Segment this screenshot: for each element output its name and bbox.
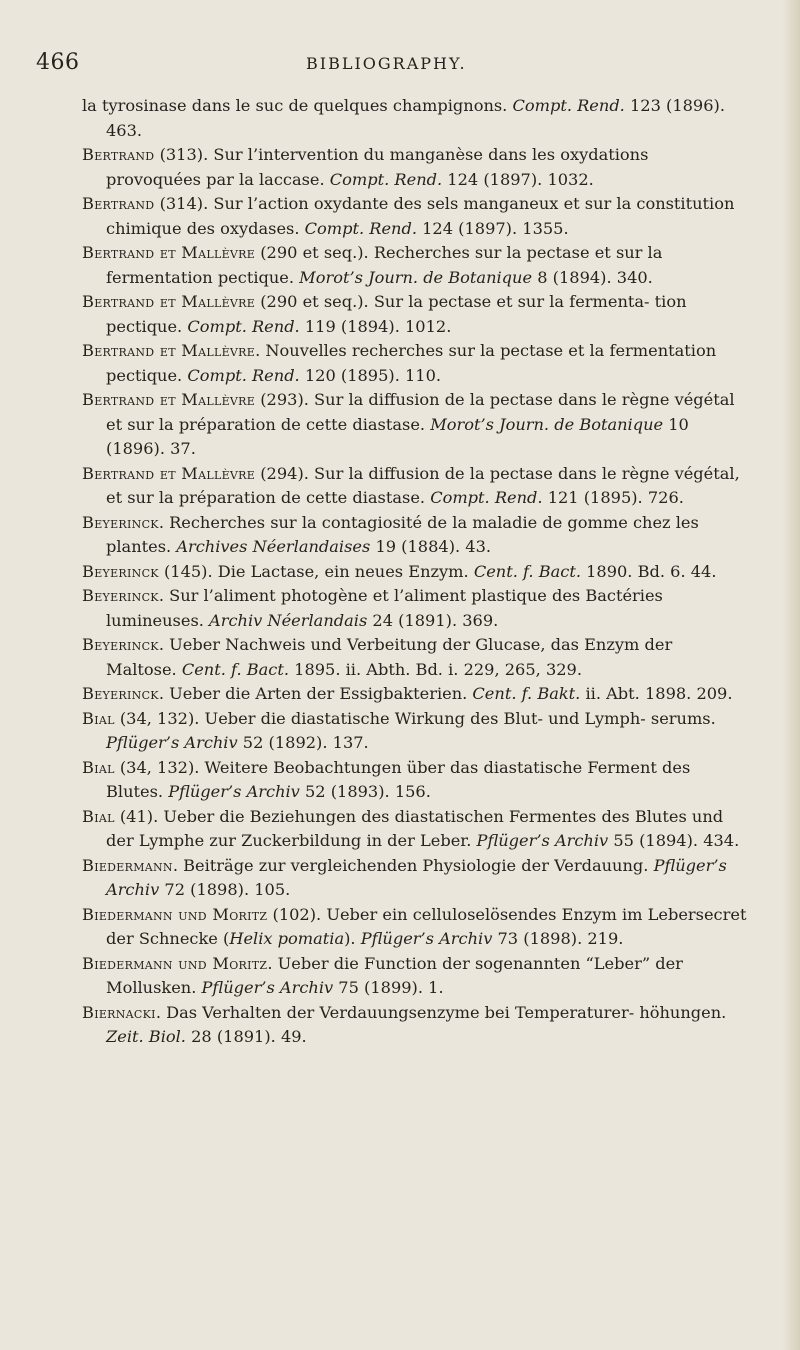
entry-text: . Beiträge zur vergleichenden Physiologie der Verdauung. bbox=[172, 855, 654, 875]
entry-author: Bial bbox=[82, 757, 115, 777]
bibliography-entry bbox=[82, 241, 748, 290]
entry-journal: Compt. Rend. bbox=[187, 316, 300, 336]
entry-text: (313). Sur l’intervention du manganèse dans les oxydations provoquées par la laccase. bbox=[106, 145, 649, 189]
entry-citation: 75 (1899). 1. bbox=[333, 978, 444, 997]
entry-author: Bertrand bbox=[82, 194, 155, 213]
entry-text: ). bbox=[344, 929, 361, 948]
entry-author: Bial bbox=[82, 708, 115, 728]
entry-journal: Compt. Rend. bbox=[512, 96, 625, 115]
bibliography-list bbox=[82, 94, 748, 1050]
bibliography-entry bbox=[82, 952, 748, 1001]
bibliography-entry bbox=[82, 1001, 748, 1050]
entry-author: Biedermann und Moritz bbox=[82, 904, 268, 924]
entry-author: Bertrand et Mallèvre bbox=[82, 390, 256, 409]
entry-citation: 55 (1894). 434. bbox=[608, 831, 740, 850]
running-title: BIBLIOGRAPHY. bbox=[306, 54, 467, 73]
entry-text: (294). Sur la diffusion de la pectase dans le règne végétal, et sur la préparation de cette diastase. bbox=[106, 463, 740, 507]
bibliography-entry bbox=[82, 462, 748, 511]
bibliography-entry bbox=[82, 903, 748, 952]
entry-citation: 28 (1891). 49. bbox=[185, 1027, 307, 1046]
bibliography-entry bbox=[82, 584, 748, 633]
entry-journal: Pflüger’s Archiv bbox=[106, 855, 727, 899]
entry-journal: Cent. f. Bact. bbox=[473, 561, 581, 581]
page-edge-shadow bbox=[782, 0, 800, 1350]
entry-author: Bertrand et Mallèvre bbox=[82, 292, 256, 311]
entry-journal: Compt. Rend. bbox=[187, 365, 300, 385]
entry-text: . Das Verhalten der Verdauungsenzyme bei Temperaturer- höhungen. bbox=[155, 1002, 727, 1022]
entry-citation: 8 (1894). 340. bbox=[532, 267, 653, 287]
entry-text: (290 et seq.). Sur la pectase et sur la fermenta- tion pectique. bbox=[106, 292, 687, 336]
entry-citation: 124 (1897). 1355. bbox=[416, 218, 569, 238]
bibliography-entry bbox=[82, 633, 748, 682]
entry-author: Beyerinck bbox=[82, 561, 159, 581]
entry-citation: 119 (1894). 1012. bbox=[299, 316, 452, 336]
entry-journal: Cent. f. Bakt. bbox=[472, 684, 581, 703]
bibliography-entry bbox=[82, 94, 748, 143]
entry-text: (34, 132). Weitere Beobachtungen über das diastatische Ferment des Blutes. bbox=[106, 757, 691, 801]
entry-author: Bertrand bbox=[82, 145, 155, 164]
entry-author: Beyerinck bbox=[82, 512, 159, 532]
entry-species: Helix pomatia bbox=[229, 929, 345, 948]
entry-journal: Morot’s Journ. de Botanique bbox=[430, 414, 664, 434]
entry-citation: 19 (1884). 43. bbox=[370, 537, 492, 556]
entry-journal: Pflüger’s Archiv bbox=[476, 831, 609, 850]
entry-text: . Recherches sur la contagiosité de la maladie de gomme chez les plantes. bbox=[106, 512, 699, 556]
entry-journal: Archives Néerlandaises bbox=[176, 537, 371, 556]
entry-journal: Compt. Rend. bbox=[329, 169, 443, 189]
entry-citation: 73 (1898). 219. bbox=[492, 929, 624, 948]
entry-citation: ii. Abt. 1898. 209. bbox=[580, 684, 733, 703]
entry-text: (41). Ueber die Beziehungen des diastatischen Fermentes des Blutes und der Lymphe zur Zuckerbildung in der Leber. bbox=[106, 806, 724, 850]
bibliography-entry bbox=[82, 143, 748, 192]
entry-text: . Ueber Nachweis und Verbeitung der Glucase, das Enzym der Maltose. bbox=[106, 635, 673, 679]
entry-citation: 72 (1898). 105. bbox=[159, 880, 291, 899]
entry-author: Bertrand et Mallèvre bbox=[82, 341, 256, 360]
entry-journal: Pflüger’s Archiv bbox=[201, 978, 334, 997]
running-head bbox=[36, 50, 748, 86]
bibliography-entry bbox=[82, 707, 748, 756]
entry-citation: 1890. Bd. 6. 44. bbox=[580, 561, 717, 581]
entry-citation: 124 (1897). 1032. bbox=[442, 169, 594, 189]
entry-text: (290 et seq.). Recherches sur la pectase et sur la fermentation pectique. bbox=[106, 243, 663, 287]
entry-journal: Pflüger’s Archiv bbox=[168, 782, 300, 801]
entry-author: Beyerinck bbox=[82, 635, 159, 654]
entry-author: Biedermann und Moritz bbox=[82, 953, 268, 973]
bibliography-entry bbox=[82, 511, 748, 560]
bibliography-entry bbox=[82, 388, 748, 462]
bibliography-entry bbox=[82, 756, 748, 805]
entry-text: la tyrosinase dans le suc de quelques champignons. bbox=[82, 96, 513, 115]
entry-citation: 52 (1893). 156. bbox=[299, 782, 431, 801]
entry-text: . Sur l’aliment photogène et l’aliment plastique des Bactéries lumineuses. bbox=[106, 586, 663, 630]
entry-text: . Ueber die Arten der Essigbakterien. bbox=[158, 684, 473, 703]
entry-journal: Pflüger’s Archiv bbox=[106, 733, 238, 752]
entry-journal: Cent. f. Bact. bbox=[181, 659, 289, 679]
entry-text: . Nouvelles recherches sur la pectase et la fermentation pectique. bbox=[106, 341, 717, 385]
entry-citation: 10 (1896). 37. bbox=[106, 414, 689, 458]
entry-author: Biedermann bbox=[82, 855, 173, 875]
entry-text: (34, 132). Ueber die diastatische Wirkung des Blut- und Lymph- serums. bbox=[114, 708, 716, 728]
entry-journal: Zeit. Biol. bbox=[106, 1027, 186, 1046]
bibliography-entry bbox=[82, 560, 748, 585]
entry-author: Bial bbox=[82, 806, 115, 826]
entry-journal: Compt. Rend. bbox=[430, 488, 543, 507]
bibliography-entry bbox=[82, 339, 748, 388]
entry-citation: 52 (1892). 137. bbox=[237, 733, 369, 752]
entry-author: Biernacki bbox=[82, 1002, 156, 1022]
entry-author: Beyerinck bbox=[82, 586, 159, 605]
entry-author: Bertrand et Mallèvre bbox=[82, 463, 256, 483]
bibliography-entry bbox=[82, 854, 748, 903]
bibliography-entry bbox=[82, 290, 748, 339]
entry-text: (293). Sur la diffusion de la pectase dans le règne végétal et sur la préparation de cette diastase. bbox=[106, 390, 735, 434]
entry-journal: Pflüger’s Archiv bbox=[360, 929, 493, 948]
page-number: 466 bbox=[36, 50, 80, 75]
entry-text: . Ueber die Function der sogenannten “Leber” der Mollusken. bbox=[106, 953, 683, 997]
entry-citation: 123 (1896). 463. bbox=[106, 96, 725, 140]
entry-text: (314). Sur l’action oxydante des sels manganeux et sur la constitution chimique des oxydases. bbox=[106, 194, 735, 238]
entry-citation: 121 (1895). 726. bbox=[542, 488, 684, 507]
entry-citation: 24 (1891). 369. bbox=[367, 610, 499, 630]
bibliography-entry bbox=[82, 805, 748, 854]
bibliography-entry bbox=[82, 192, 748, 241]
entry-text: (102). Ueber ein celluloselösendes Enzym im Lebersecret der Schnecke ( bbox=[106, 904, 747, 948]
entry-text: (145). Die Lactase, ein neues Enzym. bbox=[158, 561, 474, 581]
entry-journal: Archiv Néerlandais bbox=[209, 610, 368, 630]
entry-author: Bertrand et Mallèvre bbox=[82, 243, 256, 262]
bibliography-entry bbox=[82, 682, 748, 707]
entry-citation: 1895. ii. Abth. Bd. i. 229, 265, 329. bbox=[289, 659, 582, 679]
entry-citation: 120 (1895). 110. bbox=[299, 365, 442, 385]
entry-author: Beyerinck bbox=[82, 684, 159, 703]
entry-journal: Morot’s Journ. de Botanique bbox=[299, 267, 533, 287]
entry-journal: Compt. Rend. bbox=[304, 218, 417, 238]
